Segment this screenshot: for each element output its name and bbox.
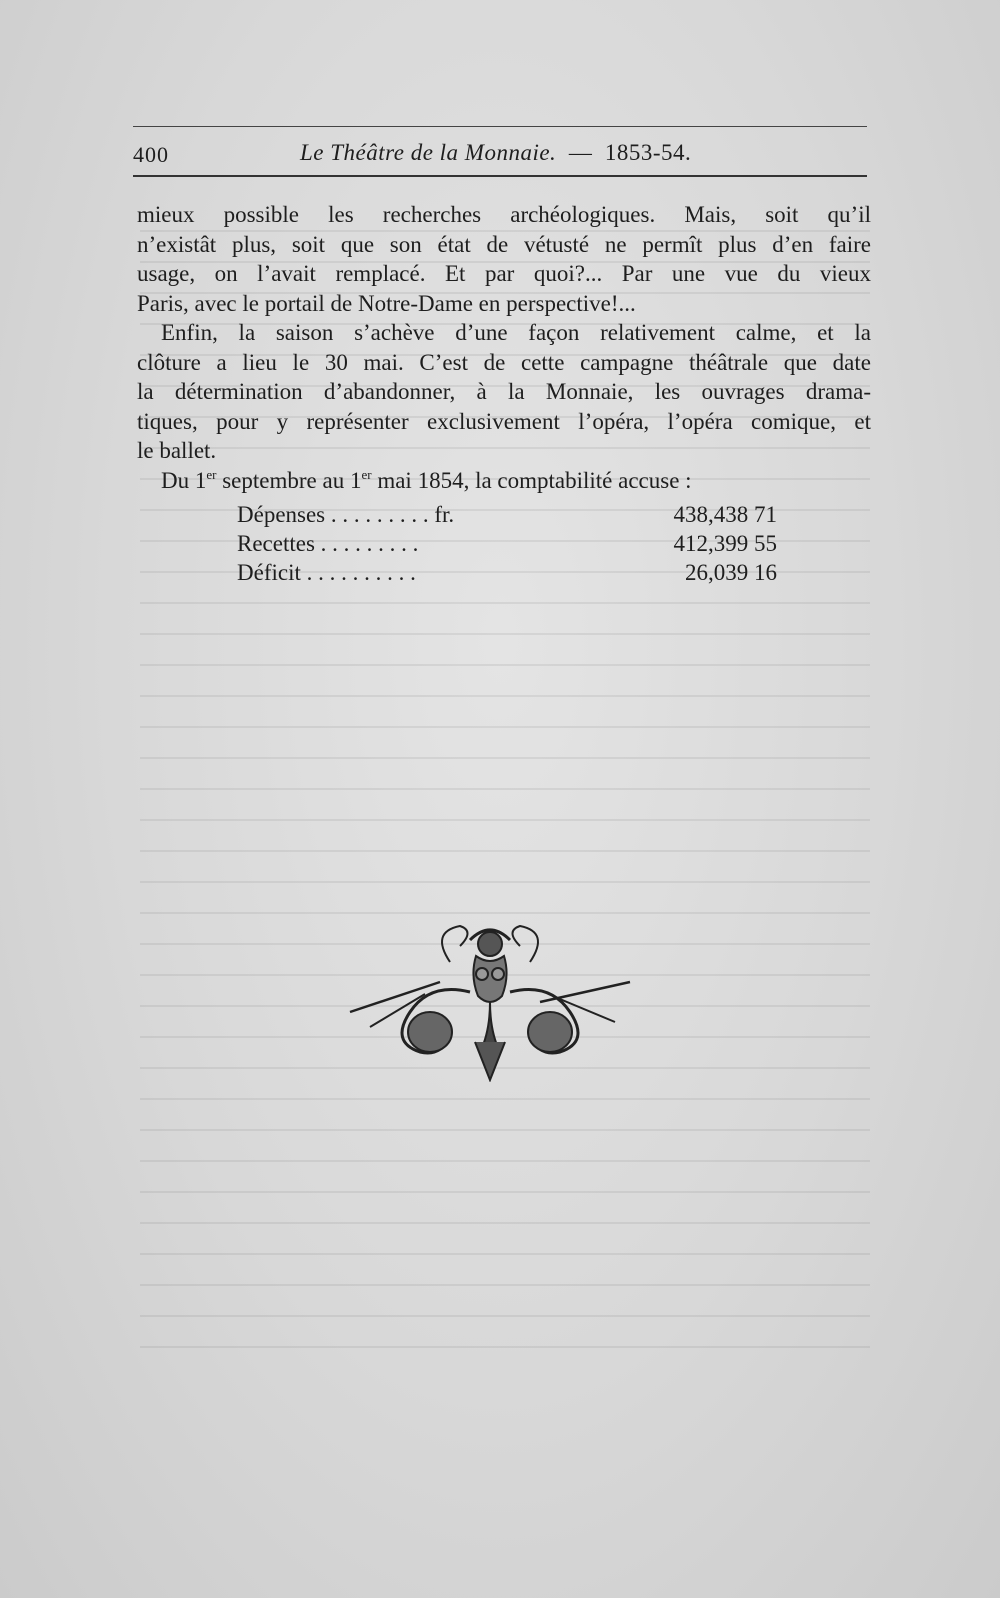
text-line: mieux possible les recherches archéologiques. Mais, soit qu’il — [137, 202, 871, 227]
running-head — [300, 140, 691, 166]
running-years: 1853-54. — [604, 140, 692, 165]
text-line: usage, on l’avait remplacé. Et par quoi?... Par une vue du vieux — [137, 261, 871, 286]
accounts-label: Recettes . . . . . . . . . — [237, 531, 419, 556]
accounts-value: 26,039 16 — [685, 560, 777, 585]
text-line: tiques, pour y représenter exclusivement l’opéra, l’opéra comique, et — [137, 408, 871, 434]
accounts-label: Dépenses . . . . . . . . . fr. — [237, 502, 455, 527]
mermaid-vignette-icon — [330, 922, 650, 1082]
text-line: Enfin, la saison s’achève d’une façon relativement calme, et la — [161, 320, 871, 345]
text-line: la détermination d’abandonner, à la Monnaie, les ouvrages drama- — [137, 379, 871, 404]
running-title: Le Théâtre de la Monnaie. — [300, 140, 557, 165]
header-rule-bottom — [133, 175, 867, 177]
text-line: clôture a lieu le 30 mai. C’est de cette campagne théâtrale que date — [137, 349, 871, 375]
running-dash: — — [568, 140, 593, 165]
text-line: le ballet. — [137, 438, 217, 463]
accounts-row-expenses — [237, 500, 777, 529]
page-number: 400 — [133, 142, 169, 167]
accounts-row-receipts — [237, 529, 777, 558]
text-line: Paris, avec le portail de Notre-Dame en perspective!... — [137, 290, 636, 316]
accounts-table — [237, 500, 777, 587]
accounts-value: 438,438 71 — [673, 502, 777, 527]
text-line: n’existât plus, soit que son état de vétusté ne permît plus d’en faire — [137, 231, 871, 257]
accounts-value: 412,399 55 — [673, 531, 777, 556]
body-text — [137, 200, 871, 495]
header-rule-top — [133, 126, 867, 127]
accounts-intro: Du 1er septembre au 1er mai 1854, la comptabilité accuse : — [161, 466, 692, 493]
accounts-row-deficit — [237, 558, 777, 587]
accounts-label: Déficit . . . . . . . . . . — [237, 560, 416, 585]
